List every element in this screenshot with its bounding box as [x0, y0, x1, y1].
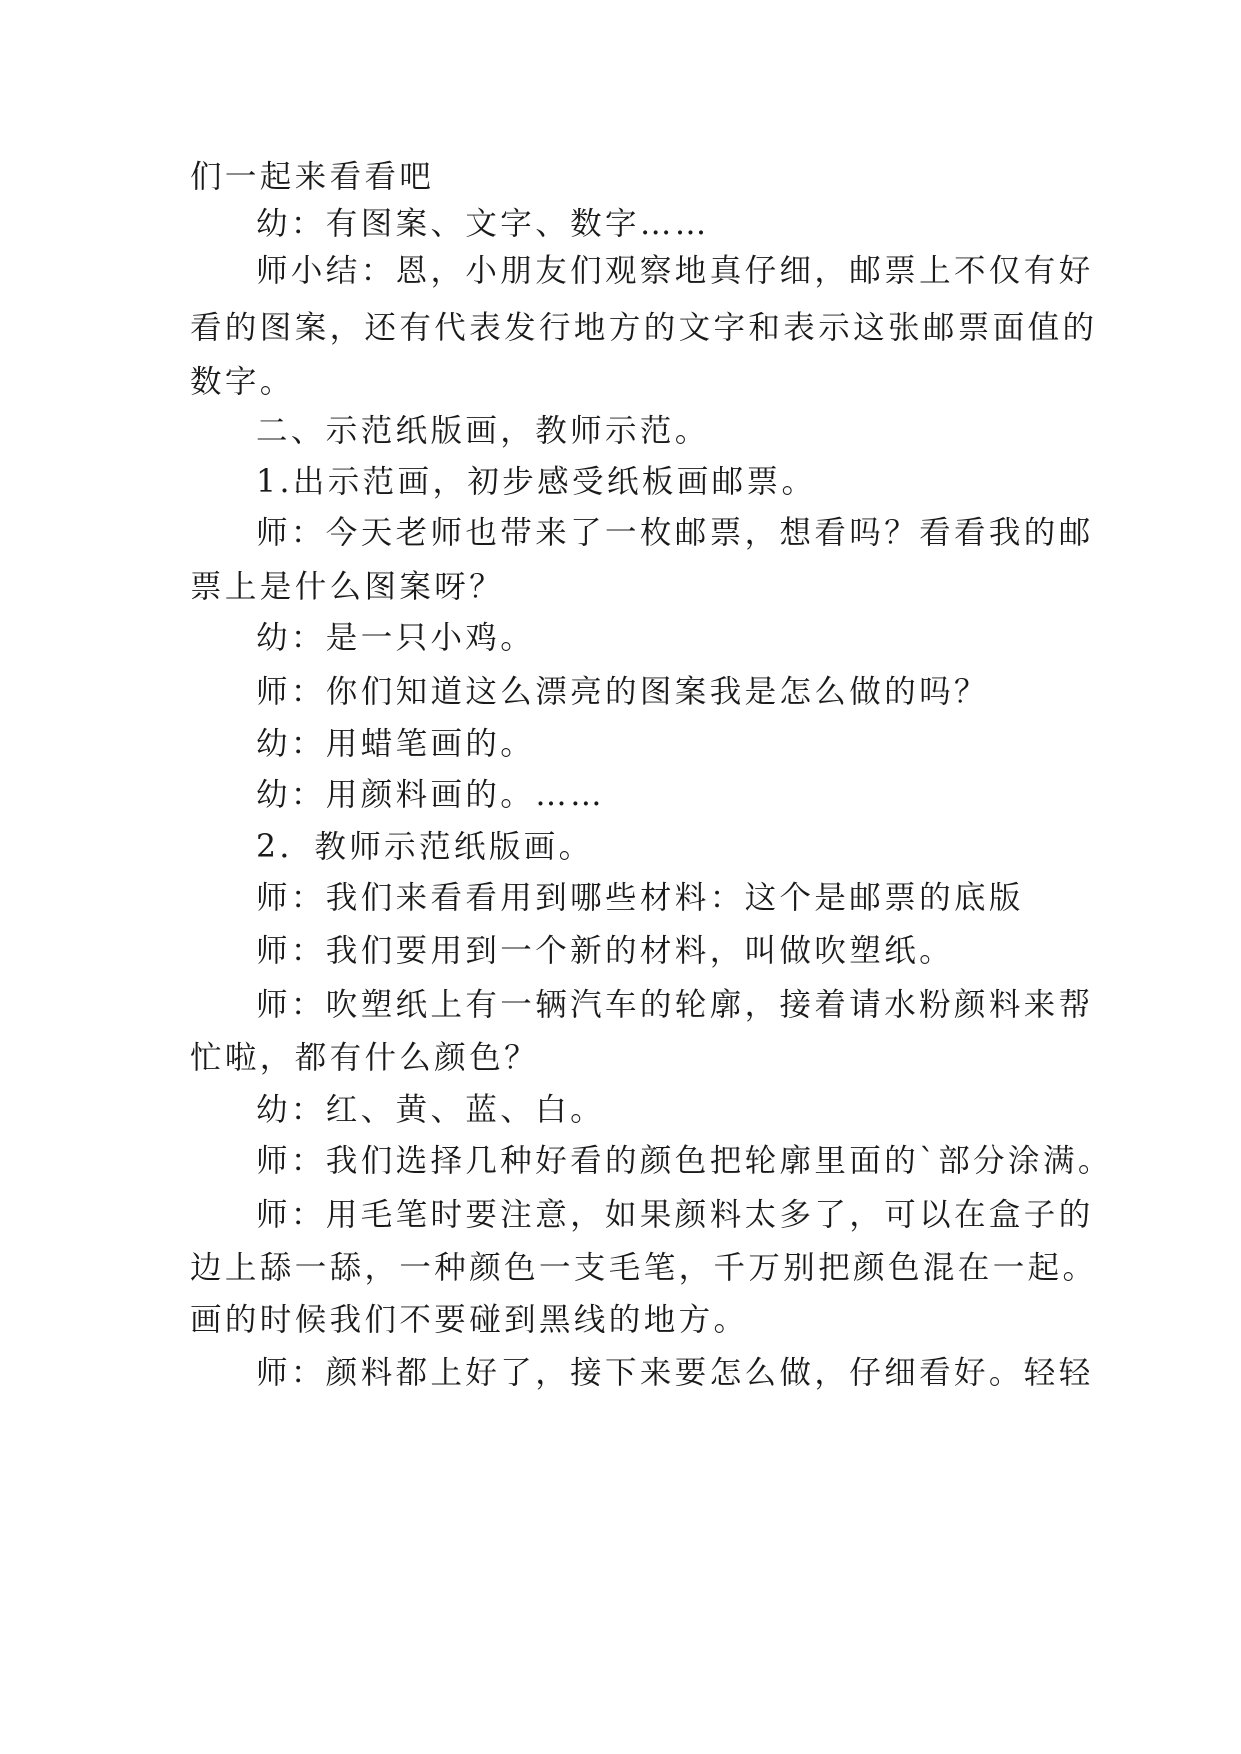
text-line-18: 忙啦，都有什么颜色？ [190, 1040, 540, 1076]
text-line-20: 师：我们选择几种好看的颜色把轮廓里面的`部分涂满。 [256, 1143, 1113, 1179]
text-line-14: 2．教师示范纸版画。 [256, 829, 594, 865]
text-line-16: 师：我们要用到一个新的材料，叫做吹塑纸。 [256, 933, 955, 969]
text-line-6: 二、示范纸版画，教师示范。 [256, 413, 710, 449]
text-line-7: 1.出示范画，初步感受纸板画邮票。 [256, 464, 817, 500]
text-line-11: 师：你们知道这么漂亮的图案我是怎么做的吗？ [256, 674, 989, 710]
text-line-24: 师：颜料都上好了，接下来要怎么做，仔细看好。轻轻 [256, 1355, 1094, 1391]
text-line-21: 师：用毛笔时要注意，如果颜料太多了，可以在盒子的 [256, 1197, 1094, 1233]
text-line-15: 师：我们来看看用到哪些材料：这个是邮票的底版 [256, 880, 1024, 916]
text-line-3: 师小结：恩，小朋友们观察地真仔细，邮票上不仅有好 [256, 253, 1094, 289]
text-line-19: 幼：红、黄、蓝、白。 [256, 1092, 606, 1128]
text-line-10: 幼：是一只小鸡。 [256, 620, 536, 656]
text-line-4: 看的图案，还有代表发行地方的文字和表示这张邮票面值的 [190, 310, 1098, 346]
text-line-8: 师：今天老师也带来了一枚邮票，想看吗？看看我的邮 [256, 515, 1094, 551]
text-line-5: 数字。 [190, 364, 295, 400]
text-line-17: 师：吹塑纸上有一辆汽车的轮廓，接着请水粉颜料来帮 [256, 987, 1094, 1023]
text-line-13: 幼：用颜料画的。…… [256, 777, 606, 813]
text-line-12: 幼：用蜡笔画的。 [256, 726, 536, 762]
text-line-23: 画的时候我们不要碰到黑线的地方。 [190, 1302, 749, 1338]
text-line-22: 边上舔一舔，一种颜色一支毛笔，千万别把颜色混在一起。 [190, 1250, 1098, 1286]
text-line-2: 幼：有图案、文字、数字…… [256, 206, 710, 242]
text-line-1: 们一起来看看吧 [190, 159, 435, 195]
text-line-9: 票上是什么图案呀？ [190, 569, 505, 605]
